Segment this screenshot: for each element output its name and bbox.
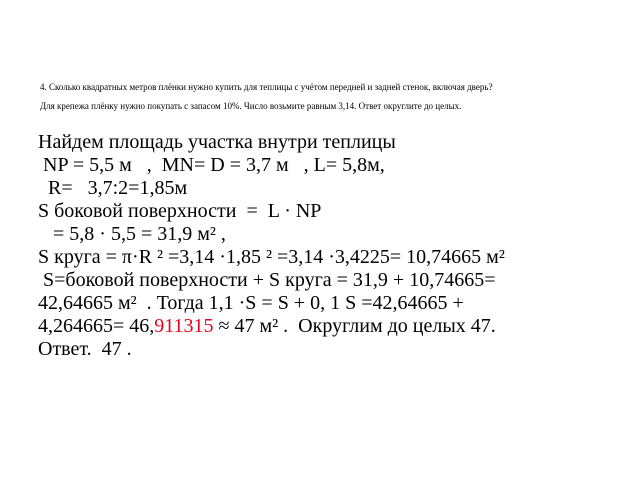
solution-line-3: R= 3,7:2=1,85м <box>38 177 188 199</box>
solution-line-2: NP = 5,5 м , MN= D = 3,7 м , L= 5,8м, <box>38 154 385 176</box>
solution-line-5: = 5,8 · 5,5 = 31,9 м² , <box>38 223 226 245</box>
solution-line-4: S боковой поверхности = L · NP <box>38 200 322 222</box>
solution-line-8: 42,64665 м² . Тогда 1,1 ·S = S + 0, 1 S =42,64665 + <box>38 292 464 314</box>
problem-statement <box>40 78 630 116</box>
solution-line-9-end: ≈ 47 м² . Округлим до целых 47. <box>213 315 496 337</box>
solution-text <box>38 131 638 361</box>
problem-line-1: 4. Сколько квадратных метров плёнки нужно купить для теплицы с учётом передней и задней стенок, включая дверь? <box>40 82 493 92</box>
solution-line-1: Найдем площадь участка внутри теплицы <box>38 131 396 153</box>
solution-line-9 <box>38 315 638 338</box>
problem-line-2: Для крепежа плёнку нужно покупать с запасом 10%. Число возьмите равным 3,14. Ответ округлите до целых. <box>40 101 462 111</box>
solution-line-6: S круга = π·R ² =3,14 ·1,85 ² =3,14 ·3,4225= 10,74665 м² <box>38 246 505 268</box>
answer-line: Ответ. 47 . <box>38 338 132 360</box>
solution-line-9-start: 4,264665= 46, <box>38 315 155 337</box>
solution-line-7: S=боковой поверхности + S круга = 31,9 + 10,74665= <box>38 269 496 291</box>
highlighted-digits: 911315 <box>154 315 214 337</box>
